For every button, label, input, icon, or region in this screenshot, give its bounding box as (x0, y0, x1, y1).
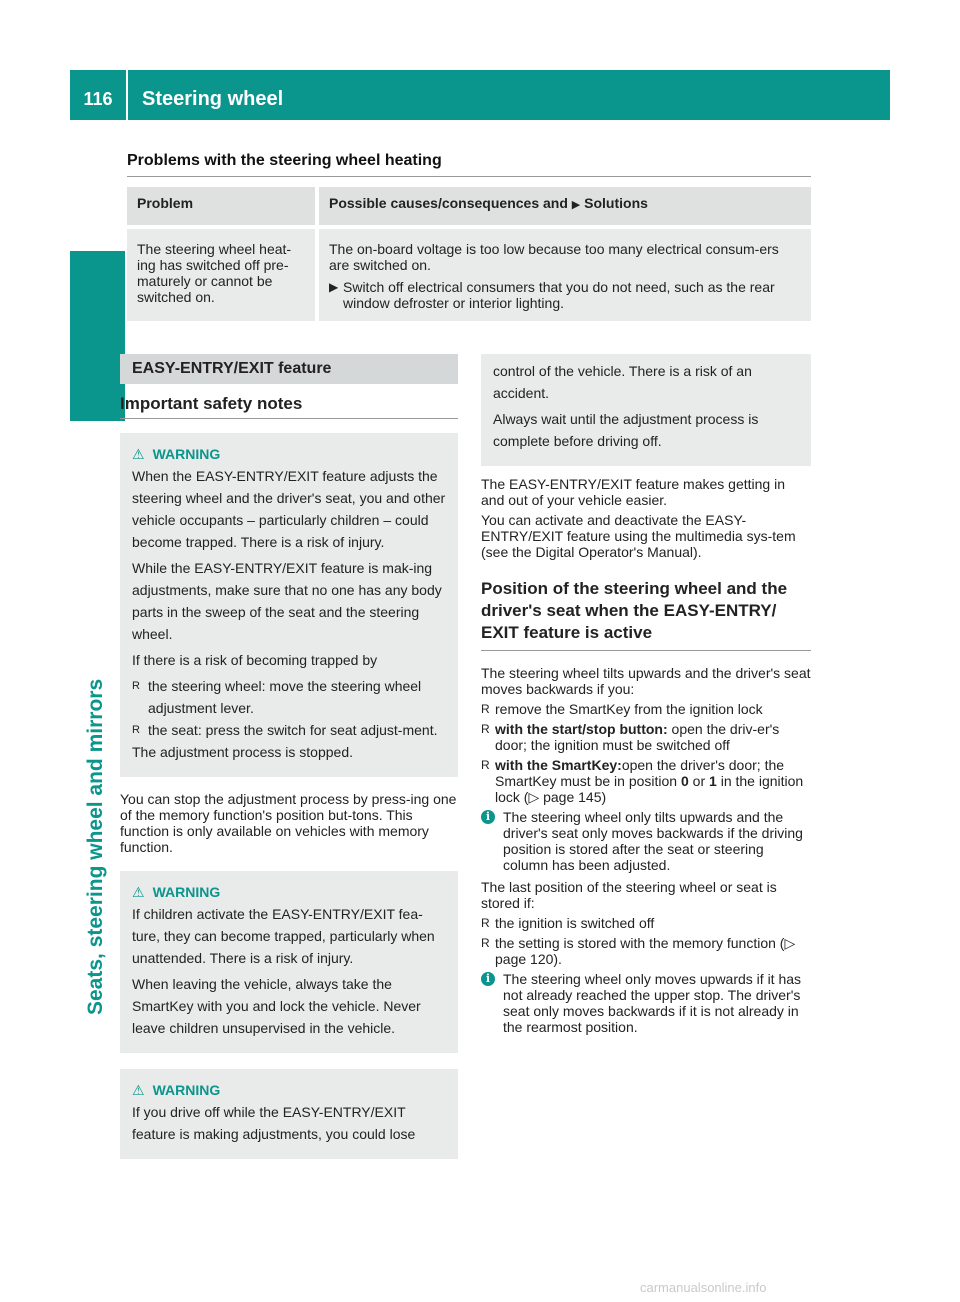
side-tab-label: Seats, steering wheel and mirrors (84, 678, 107, 1015)
page-header (70, 70, 890, 120)
watermark: carmanualsonline.info (640, 1280, 767, 1295)
problems-title: Problems with the steering wheel heating (127, 152, 811, 177)
body-text: The steering wheel tilts upwards and the driver's seat moves backwards if you: (481, 665, 811, 697)
bullet-icon: R (481, 936, 490, 950)
solution-text: Switch off electrical consumers that you do not need, such as the rear window defroster or interior lighting. (343, 279, 775, 311)
col-header-causes: Possible causes/consequences and ▶ Solutions (329, 195, 648, 211)
col-header-problem: Problem (127, 187, 317, 227)
warning-box: ⚠ WARNING When the EASY-ENTRY/EXIT feature adjusts the steering wheel and the driver's seat, you and other vehicle occupants – particularly children – could become trapped. There is a risk of injury. While the EASY-ENTRY/EXIT feature is mak-ing adjustments, make sure that no one has any body parts in the sweep of the seat and the steering wheel. If there is a risk of becoming trapped by R the steering wheel: move the steering wheel adjustment lever. R the seat: press the switch for seat adjust-ment. The adjustment process is stopped. (120, 433, 458, 777)
page-ref-link[interactable]: page 145) (543, 789, 607, 805)
section-heading: Position of the steering wheel and the driver's seat when the EASY-ENTRY/ EXIT feature is active (481, 578, 811, 651)
bullet-icon: R (481, 916, 490, 930)
body-text: The last position of the steering wheel or seat is stored if: (481, 879, 777, 911)
arrow-right-icon: ▶ (571, 199, 581, 211)
section-title: EASY-ENTRY/EXIT feature (120, 354, 458, 384)
problems-table (127, 187, 811, 321)
left-column (120, 354, 458, 1159)
side-tab-block (70, 251, 125, 421)
bullet-icon: R (132, 724, 140, 736)
table-header-row (127, 187, 811, 227)
subheading: Important safety notes (120, 396, 458, 419)
bullet-icon: R (481, 702, 490, 716)
warning-box: ⚠ WARNING If you drive off while the EASY-ENTRY/EXIT feature is making adjustments, you could lose (120, 1069, 458, 1159)
table-row (127, 227, 811, 321)
cause-cell: The on-board voltage is too low because too many electrical consum-ers are switched on. ▶ Switch off electrical consumers that you do not need, such as the rear window defroster or interior lighting. (317, 227, 811, 321)
page-ref-icon: ▷ (784, 935, 796, 951)
warning-box-continued: control of the vehicle. There is a risk of an accident. Always wait until the adjustment process is complete before driving off. (481, 354, 811, 466)
page-ref-link[interactable]: page 120). (495, 951, 562, 967)
info-icon: i (481, 972, 495, 986)
problem-cell: The steering wheel heat-ing has switched off pre-maturely or cannot be switched on. (127, 227, 317, 321)
warning-icon: ⚠ (132, 1082, 145, 1098)
body-text: You can activate and deactivate the EASY-ENTRY/EXIT feature using the multimedia sys-tem (see the Digital Operator's Manual). (481, 512, 796, 560)
body-text: The EASY-ENTRY/EXIT feature makes getting in and out of your vehicle easier. (481, 476, 786, 508)
bullet-icon: R (481, 758, 490, 772)
arrow-right-icon: ▶ (329, 280, 339, 294)
bullet-icon: R (132, 680, 140, 692)
warning-icon: ⚠ (132, 446, 145, 462)
bullet-icon: R (481, 722, 490, 736)
page-number: 116 (70, 70, 128, 120)
right-column: control of the vehicle. There is a risk of an accident. Always wait until the adjustment process is complete before driving off. The EASY-ENTRY/EXIT feature makes getting in and out of your vehicle easier. You can activate and deactivate the EASY-ENTRY/EXIT feature using the multimedia sys-tem (see the Digital Operator's Manual). Position of the steering wheel and the driver's seat when the EASY-ENTRY/ EXIT feature is active The steering wheel tilts upwards and the driver's seat moves backwards if you: R remove the SmartKey from the ignition lock R with the start/stop button: open the driv-er's door; the ignition must be switched off R with the SmartKey:open the driver's door; the SmartKey must be in position 0 or 1 in the ignition lock (▷ page 145) i The steering wheel only tilts upwards and the driver's seat only moves backwards if the driving position is stored after the seat or steering column has been adjusted. The last position of the steering wheel or seat is stored if: R the ignition is switched off R the setting is stored with the memory function (▷ page 120). i The steering wheel only moves upwards if it has not already reached the upper stop. The driver's seat only moves backwards if it is not already in the rearmost position. (481, 354, 811, 1035)
body-text: You can stop the adjustment process by press-ing one of the memory function's position but-tons. This function is only available on vehicles with memory function. (120, 791, 457, 855)
header-title: Steering wheel (142, 87, 284, 110)
info-icon: i (481, 810, 495, 824)
warning-icon: ⚠ (132, 884, 145, 900)
warning-box: ⚠ WARNING If children activate the EASY-ENTRY/EXIT fea-ture, they can become trapped, particularly when unattended. There is a risk of injury. When leaving the vehicle, always take the SmartKey with you and lock the vehicle. Never leave children unsupervised in the vehicle. (120, 871, 458, 1053)
page-ref-icon: ▷ (528, 789, 544, 805)
